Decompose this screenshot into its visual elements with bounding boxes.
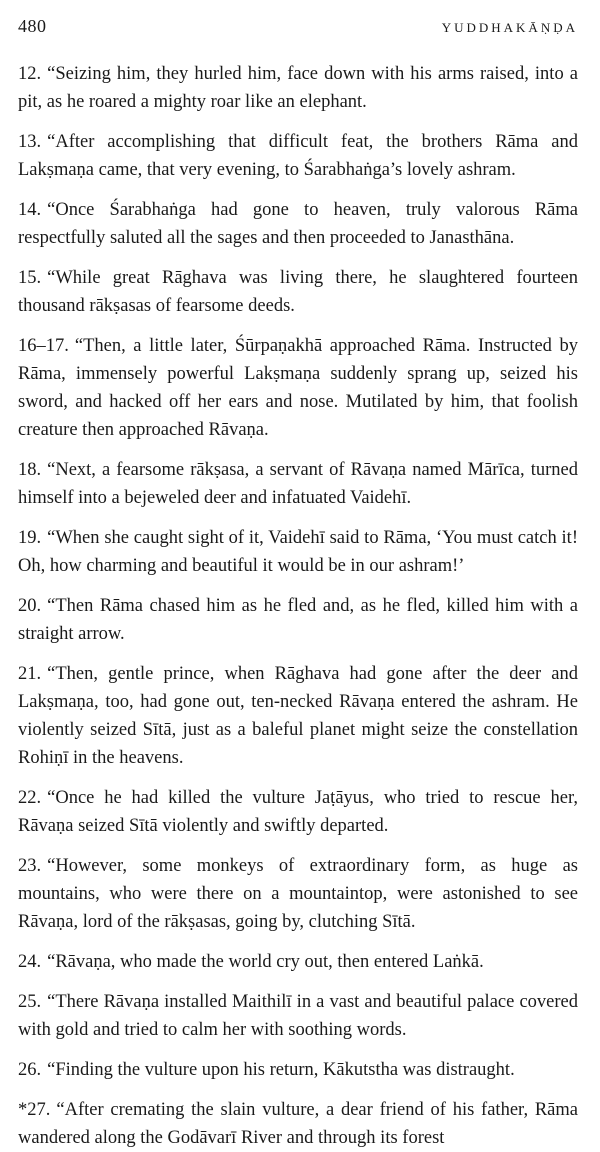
verse	[18, 988, 578, 1044]
verse-number: 21.	[18, 664, 42, 684]
verse-text: “Next, a fearsome rākṣasa, a servant of Rāvaṇa named Mārīca, turned himself into a bejeweled deer and infatuated Vaidehī.	[18, 460, 578, 508]
verse	[18, 456, 578, 512]
verse-text: “Then, gentle prince, when Rāghava had gone after the deer and Lakṣmaṇa, too, had gone out, ten-necked Rāvaṇa entered the ashram. He violently seized Sītā, just as a baleful planet might seize the constellation Rohiṇī in the heavens.	[18, 664, 578, 768]
verse-number: *27.	[18, 1100, 51, 1120]
verse-text: “Finding the vulture upon his return, Kākutstha was distraught.	[47, 1060, 515, 1080]
verse-number: 20.	[18, 596, 42, 616]
verse-text: “Then, a little later, Śūrpaṇakhā approached Rāma. Instructed by Rāma, immensely powerful Lakṣmaṇa suddenly sprang up, seized his sword, and hacked off her ears and nose. Mutilated by him, that foolish creature then approached Rāvaṇa.	[18, 336, 578, 440]
verse-number: 24.	[18, 952, 42, 972]
verse	[18, 332, 578, 444]
verse-number: 14.	[18, 200, 42, 220]
verse-number: 25.	[18, 992, 42, 1012]
verse-number: 19.	[18, 528, 42, 548]
verse-number: 26.	[18, 1060, 42, 1080]
verse-text: “While great Rāghava was living there, he slaughtered fourteen thousand rākṣasas of fearsome deeds.	[18, 268, 578, 316]
section-title: YUDDHAKĀṆḌA	[441, 20, 578, 35]
page-number: 480	[18, 16, 47, 36]
verse	[18, 852, 578, 936]
verse	[18, 1056, 578, 1084]
verse-number: 16–17.	[18, 336, 69, 356]
verse-text: “Once he had killed the vulture Jaṭāyus, who tried to rescue her, Rāvaṇa seized Sītā violently and swiftly departed.	[18, 788, 578, 836]
verse	[18, 948, 578, 976]
verse-number: 18.	[18, 460, 42, 480]
verse	[18, 660, 578, 772]
verse-number: 23.	[18, 856, 42, 876]
verse	[18, 784, 578, 840]
verse-text: “After cremating the slain vulture, a dear friend of his father, Rāma wandered along the Godāvarī River and through its forest	[18, 1100, 578, 1148]
verse-list	[18, 60, 578, 1152]
verse-text: “When she caught sight of it, Vaidehī said to Rāma, ‘You must catch it! Oh, how charming and beautiful it would be in our ashram!’	[18, 528, 578, 576]
verse	[18, 524, 578, 580]
verse-text: “After accomplishing that difficult feat, the brothers Rāma and Lakṣmaṇa came, that very evening, to Śarabhaṅga’s lovely ashram.	[18, 132, 578, 180]
verse-number: 15.	[18, 268, 42, 288]
verse-number: 22.	[18, 788, 42, 808]
verse-text: “Seizing him, they hurled him, face down with his arms raised, into a pit, as he roared a mighty roar like an elephant.	[18, 64, 578, 112]
verse	[18, 196, 578, 252]
verse	[18, 1096, 578, 1152]
verse-number: 12.	[18, 64, 42, 84]
verse-text: “However, some monkeys of extraordinary form, as huge as mountains, who were there on a mountaintop, were astonished to see Rāvaṇa, lord of the rākṣasas, going by, clutching Sītā.	[18, 856, 578, 932]
verse	[18, 592, 578, 648]
verse	[18, 128, 578, 184]
verse-text: “Rāvaṇa, who made the world cry out, then entered Laṅkā.	[47, 952, 484, 972]
verse-text: “Then Rāma chased him as he fled and, as he fled, killed him with a straight arrow.	[18, 596, 578, 644]
verse	[18, 264, 578, 320]
running-head	[18, 16, 578, 46]
verse-number: 13.	[18, 132, 42, 152]
verse-text: “There Rāvaṇa installed Maithilī in a vast and beautiful palace covered with gold and tried to calm her with soothing words.	[18, 992, 578, 1040]
verse-text: “Once Śarabhaṅga had gone to heaven, truly valorous Rāma respectfully saluted all the sages and then proceeded to Janasthāna.	[18, 200, 578, 248]
verse	[18, 60, 578, 116]
